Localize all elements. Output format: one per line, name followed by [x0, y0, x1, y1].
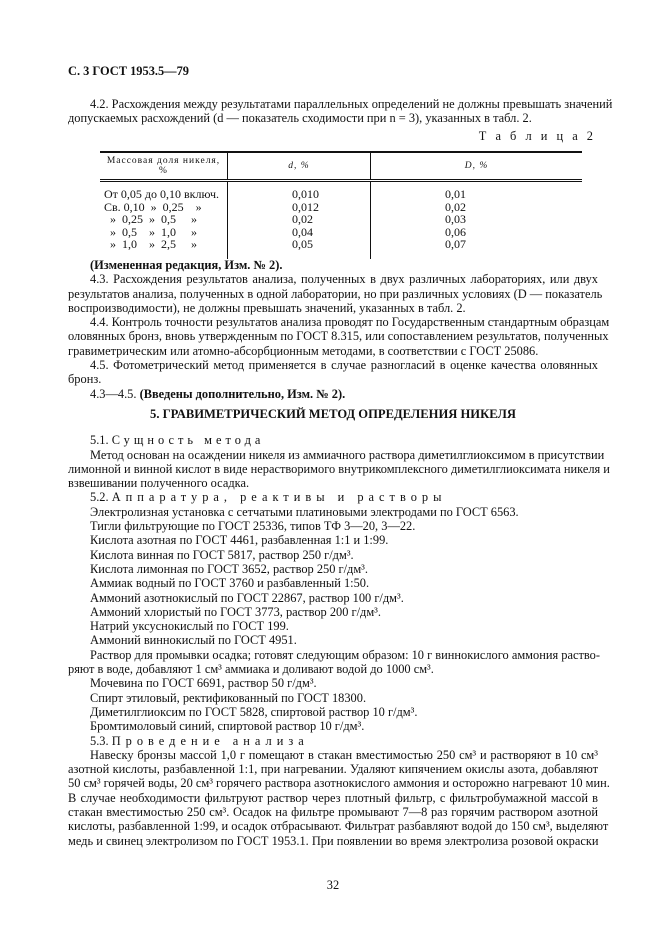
list-item: Тигли фильтрующие по ГОСТ 25336, типов ТФ 3—20, 3—22. — [90, 519, 416, 534]
text-line: Навеску бронзы массой 1,0 г помещают в стакан вместимостью 250 см³ и растворяют в 10 см³ — [90, 747, 598, 762]
subsection-title — [68, 734, 598, 748]
subsection-title-text: Аппаратура, реактивы и растворы — [111, 490, 447, 505]
list-item: Спирт этиловый, ректификованный по ГОСТ 18300. — [90, 690, 367, 705]
table-caption: Т а б л и ц а 2 — [478, 128, 596, 143]
list-item: Кислота винная по ГОСТ 5817, раствор 250 г/дм³. — [90, 547, 354, 562]
table-cell: 0,01 — [371, 181, 583, 201]
list-item: Натрий уксуснокислый по ГОСТ 199. — [90, 619, 289, 634]
section-heading: 5. ГРАВИМЕТРИЧЕСКИЙ МЕТОД ОПРЕДЕЛЕНИЯ НИКЕЛЯ — [150, 406, 516, 421]
subsection-number: 5.1. — [90, 433, 112, 448]
list-item: Аммоний виннокислый по ГОСТ 4951. — [90, 633, 297, 648]
text-line: оловянных бронз, вновь утвержденным по ГОСТ 8.315, или сопоставлением результатов, полученных — [68, 329, 609, 344]
text-line: В случае необходимости фильтруют раствор через плотный фильтр, с фильтробумажной массой в — [68, 790, 598, 805]
list-item: Аммоний азотнокислый по ГОСТ 22867, раствор 100 г/дм³. — [90, 590, 404, 605]
main-text-flow — [68, 258, 610, 848]
text-line: 50 см³ горячей воды, 20 см³ горячего раствора азотнокислого аммония и осторожно нагревают 10 мин. — [68, 776, 610, 791]
list-item: Аммоний хлористый по ГОСТ 3773, раствор 200 г/дм³. — [90, 604, 381, 619]
table-cell: От 0,05 до 0,10 включ. — [104, 187, 220, 201]
column-header: Массовая доля никеля, % — [100, 152, 228, 181]
table-cell: » 0,25 » 0,5 » — [104, 212, 197, 226]
list-item: Кислота азотная по ГОСТ 4461, разбавленная 1:1 и 1:99. — [90, 533, 389, 548]
column-header: d, % — [228, 152, 371, 181]
subsection-title-text: Сущность метода — [111, 433, 265, 448]
amendment-text: (Введены дополнительно, Изм. № 2). — [139, 386, 346, 401]
table-cell: 0,05 — [228, 238, 371, 259]
text-line: Метод основан на осаждении никеля из аммиачного раствора диметилглиоксимом в присутствии — [90, 447, 605, 462]
column-header: D, % — [371, 152, 583, 181]
list-item: Аммиак водный по ГОСТ 3760 и разбавленный 1:50. — [90, 576, 370, 591]
text-line: 4.5. Фотометрический метод применяется в случае разногласий в оценке качества оловянных — [90, 358, 598, 373]
text-line: Раствор для промывки осадка; готовят следующим образом: 10 г виннокислого аммония раство- — [90, 647, 600, 662]
clause-range: 4.3—4.5. — [90, 386, 140, 401]
table-header-row — [100, 152, 582, 181]
page-header: С. 3 ГОСТ 1953.5—79 — [68, 64, 189, 78]
table-cell: 0,02 — [371, 201, 583, 214]
text-line: воспроизводимости), не должны превышать значений, указанных в табл. 2. — [68, 300, 466, 315]
table-cell: 0,07 — [371, 238, 583, 259]
subsection-title — [68, 433, 598, 447]
table-cell: 0,03 — [371, 213, 583, 226]
table-2 — [100, 151, 582, 259]
amendment-note: (Измененная редакция, Изм. № 2). — [90, 258, 283, 272]
reagents-list — [68, 504, 610, 848]
list-item: Электролизная установка с сетчатыми платиновыми электродами по ГОСТ 6563. — [90, 504, 519, 519]
text-line: 4.4. Контроль точности результатов анализа проводят по Государственным стандартным образцам — [90, 315, 610, 330]
text-line: 4.2. Расхождения между результатами параллельных определений не должны превышать значений — [90, 97, 613, 111]
subsection-number: 5.3. — [90, 733, 112, 748]
text-line: взвешивании полученного осадка. — [68, 476, 250, 491]
table-cell: 0,04 — [228, 226, 371, 239]
list-item: Бромтимоловый синий, спиртовой раствор 10 г/дм³. — [90, 719, 365, 734]
text-line: кислоты, разбавленной 1:99, и осадок отбрасывают. Фильтрат разбавляют водой до 150 см³, выделяют — [68, 819, 609, 834]
list-item: Диметилглиоксим по ГОСТ 5828, спиртовой раствор 10 г/дм³. — [90, 704, 418, 719]
table-cell: 0,010 — [228, 181, 371, 201]
table-cell: 0,02 — [228, 213, 371, 226]
text-line: стакан вместимостью 250 см³. Осадок на фильтре промывают 7—8 раз горячим раствором азотной — [68, 804, 598, 819]
page-number: 32 — [326, 878, 340, 892]
subsection-number: 5.2. — [90, 490, 112, 505]
text-line: ряют в воде, добавляют 1 см³ аммиака и доливают водой до 1000 см³. — [68, 662, 434, 677]
table-cell: 0,06 — [371, 226, 583, 239]
subsection-title — [68, 490, 598, 504]
list-item: Мочевина по ГОСТ 6691, раствор 50 г/дм³. — [90, 676, 317, 691]
text-line: лимонной и винной кислот в виде нерастворимого внутрикомплексного диметилглиоксимата никеля и — [68, 461, 610, 476]
clauses-4-3-to-4-5 — [68, 258, 610, 505]
table-cell: Св. 0,10 » 0,25 » — [104, 199, 202, 214]
text-line: результатов анализа, полученных в одной лаборатории, но при различных условиях (D — показатель — [68, 286, 603, 301]
list-item: Кислота лимонная по ГОСТ 3652, раствор 250 г/дм³. — [90, 561, 368, 576]
subsection-title-text: Проведение анализа — [111, 733, 309, 748]
text-line: медь и свинец электролизом по ГОСТ 1953.1. При появлении во время электролиза розовой окраски — [68, 833, 599, 848]
table-cell: » 0,5 » 1,0 » — [104, 224, 197, 239]
clause-4-2 — [68, 97, 613, 143]
table-cell: 0,012 — [228, 201, 371, 214]
text-line: азотной кислоты, разбавленной 1:1, при нагревании. Удаляют кипячением окислы азота, добавляют — [68, 762, 598, 777]
table-cell: » 1,0 » 2,5 » — [104, 237, 197, 251]
text-line: 4.3. Расхождения результатов анализа, полученных в двух различных лабораториях, или двух — [90, 272, 598, 287]
text-line: гравиметрическим или атомно-абсорбционным методами, в соответствии с ГОСТ 25086. — [68, 343, 539, 358]
amendment-note — [68, 387, 598, 401]
text-line: бронз. — [68, 372, 102, 387]
text-line: допускаемых расхождений (d — показатель сходимости при n = 3), указанных в табл. 2. — [68, 111, 532, 126]
